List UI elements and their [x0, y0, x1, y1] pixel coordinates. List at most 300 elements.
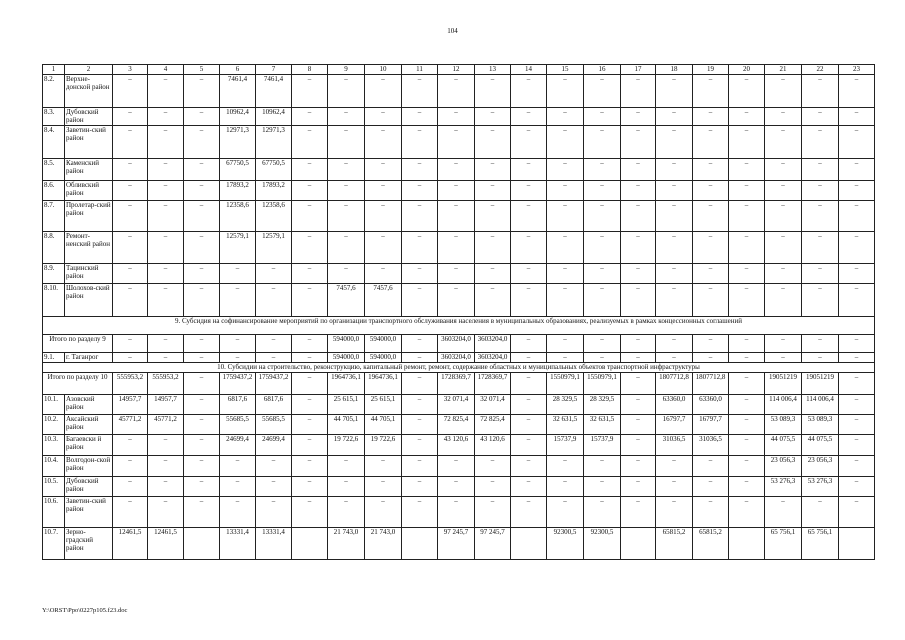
table-cell: 23 056,3	[802, 456, 839, 477]
table-row	[43, 497, 875, 528]
district-name: Заветин-ский район	[65, 497, 113, 528]
table-cell: –	[292, 108, 328, 126]
column-number: 1	[43, 65, 65, 75]
table-cell: –	[328, 456, 365, 477]
table-cell: –	[693, 75, 729, 108]
section-heading-row	[43, 363, 875, 373]
section-heading: 10. Субсидии на строительство, реконструкцию, капитальный ремонт, ремонт, содержание областных и муниципальных объектов транспортной инфраструктуры	[43, 363, 875, 373]
table-row	[43, 477, 875, 497]
table-cell: –	[621, 335, 656, 353]
table-cell: –	[148, 75, 184, 108]
table-cell: 6817,6	[256, 395, 292, 415]
table-cell: –	[729, 264, 765, 284]
table-cell: –	[113, 264, 148, 284]
column-number: 7	[256, 65, 292, 75]
district-name: Ремонт-ненский район	[65, 232, 113, 264]
table-cell: 24699,4	[256, 435, 292, 456]
table-cell: –	[765, 181, 802, 201]
table-cell: –	[113, 108, 148, 126]
table-cell: –	[113, 435, 148, 456]
table-cell: –	[729, 75, 765, 108]
table-cell: –	[693, 108, 729, 126]
table-cell: –	[148, 353, 184, 363]
table-cell: –	[729, 335, 765, 353]
page-number: 104	[447, 27, 458, 35]
column-number: 5	[184, 65, 220, 75]
table-cell: 555953,2	[148, 373, 184, 395]
table-cell: –	[729, 126, 765, 159]
table-cell: –	[292, 477, 328, 497]
table-cell: –	[402, 415, 438, 435]
table-row	[43, 181, 875, 201]
table-cell: –	[438, 75, 475, 108]
table-cell: –	[511, 159, 547, 181]
table-cell: –	[656, 159, 693, 181]
table-cell: –	[656, 477, 693, 497]
table-cell: –	[656, 335, 693, 353]
table-cell: 32 631,5	[584, 415, 621, 435]
table-cell: –	[113, 159, 148, 181]
row-number: 10.4.	[43, 456, 65, 477]
table-cell: 13331,4	[256, 528, 292, 560]
table-cell: –	[292, 201, 328, 232]
table-cell: –	[113, 75, 148, 108]
district-name: Аксайский район	[65, 415, 113, 435]
row-number: 8.2.	[43, 75, 65, 108]
table-cell: –	[511, 181, 547, 201]
table-cell: 7457,6	[365, 284, 402, 317]
table-cell: 19051219	[765, 373, 802, 395]
table-cell: –	[584, 264, 621, 284]
table-cell: 44 075,5	[802, 435, 839, 456]
table-cell: 12461,5	[113, 528, 148, 560]
table-cell: –	[292, 232, 328, 264]
table-cell: 65815,2	[693, 528, 729, 560]
table-cell: 32 071,4	[475, 395, 511, 415]
table-cell: 53 276,3	[802, 477, 839, 497]
table-cell: –	[438, 108, 475, 126]
table-cell: 63360,0	[656, 395, 693, 415]
table-cell: –	[584, 201, 621, 232]
table-cell: –	[511, 232, 547, 264]
table-cell: –	[113, 335, 148, 353]
table-cell: –	[656, 201, 693, 232]
table-cell: –	[438, 159, 475, 181]
table-cell: –	[656, 108, 693, 126]
table-row	[43, 284, 875, 317]
table-cell: 25 615,1	[365, 395, 402, 415]
table-cell: 15737,9	[584, 435, 621, 456]
table-cell: –	[402, 108, 438, 126]
table-cell: 12579,1	[220, 232, 256, 264]
table-row	[43, 353, 875, 363]
table-cell: –	[365, 108, 402, 126]
table-cell: 1550979,1	[584, 373, 621, 395]
table-cell: –	[511, 435, 547, 456]
table-cell	[292, 528, 328, 560]
table-cell: –	[292, 353, 328, 363]
table-cell: 55685,5	[256, 415, 292, 435]
table-cell: –	[621, 395, 656, 415]
table-cell: –	[693, 456, 729, 477]
table-cell: –	[729, 284, 765, 317]
table-row	[43, 264, 875, 284]
table-cell: –	[802, 264, 839, 284]
table-cell: 12971,3	[256, 126, 292, 159]
table-cell: –	[184, 373, 220, 395]
row-number: 10.1.	[43, 395, 65, 415]
table-cell: –	[402, 373, 438, 395]
table-cell: –	[621, 232, 656, 264]
table-cell: –	[220, 264, 256, 284]
table-cell: –	[292, 284, 328, 317]
column-number: 11	[402, 65, 438, 75]
table-cell: –	[656, 353, 693, 363]
table-cell: –	[365, 181, 402, 201]
table-cell: –	[256, 497, 292, 528]
table-cell: –	[220, 353, 256, 363]
table-cell: 3603204,0	[475, 353, 511, 363]
table-cell: –	[802, 75, 839, 108]
table-cell: –	[256, 284, 292, 317]
column-number: 14	[511, 65, 547, 75]
table-cell: –	[547, 264, 584, 284]
table-cell: –	[184, 201, 220, 232]
table-cell: –	[656, 75, 693, 108]
table-cell: 43 120,6	[438, 435, 475, 456]
table-cell: –	[328, 108, 365, 126]
table-cell: –	[256, 477, 292, 497]
table-cell: –	[839, 456, 875, 477]
table-cell: –	[184, 415, 220, 435]
section-total-label: Итого по разделу 9	[43, 335, 113, 353]
table-cell: –	[621, 181, 656, 201]
row-number: 10.2.	[43, 415, 65, 435]
table-cell: –	[839, 415, 875, 435]
table-cell: 114 006,4	[765, 395, 802, 415]
section-total-row	[43, 335, 875, 353]
table-cell: –	[839, 284, 875, 317]
section-total-row	[43, 373, 875, 395]
table-cell: –	[839, 201, 875, 232]
table-cell: –	[511, 335, 547, 353]
section-total-label: Итого по разделу 10	[43, 373, 113, 395]
column-number: 12	[438, 65, 475, 75]
table-cell: –	[547, 477, 584, 497]
table-cell: 97 245,7	[438, 528, 475, 560]
table-cell: –	[402, 264, 438, 284]
table-cell: 1964736,1	[365, 373, 402, 395]
table-cell: –	[511, 477, 547, 497]
district-name: Шолохов-ский район	[65, 284, 113, 317]
table-cell: –	[547, 456, 584, 477]
table-cell: –	[220, 284, 256, 317]
table-cell: –	[113, 181, 148, 201]
table-cell: 65 756,1	[765, 528, 802, 560]
table-cell: 594000,0	[328, 353, 365, 363]
table-cell: –	[547, 108, 584, 126]
table-cell: –	[693, 284, 729, 317]
table-cell: –	[693, 264, 729, 284]
table-cell: –	[184, 497, 220, 528]
table-cell: –	[148, 126, 184, 159]
table-cell: –	[511, 497, 547, 528]
table-cell: –	[765, 201, 802, 232]
table-cell: –	[693, 126, 729, 159]
table-cell: –	[220, 335, 256, 353]
table-cell: –	[729, 477, 765, 497]
table-cell: –	[292, 395, 328, 415]
table-cell: –	[839, 126, 875, 159]
table-cell: –	[402, 284, 438, 317]
table-cell: –	[184, 335, 220, 353]
column-number: 21	[765, 65, 802, 75]
table-cell: 44 705,1	[365, 415, 402, 435]
table-cell: –	[328, 159, 365, 181]
district-name: Заветин-ский район	[65, 126, 113, 159]
table-row	[43, 159, 875, 181]
section-heading-row	[43, 317, 875, 335]
district-name: Верхне-донской район	[65, 75, 113, 108]
table-cell: –	[765, 75, 802, 108]
table-cell: –	[765, 497, 802, 528]
table-cell: –	[328, 126, 365, 159]
table-cell: –	[621, 373, 656, 395]
table-cell: –	[113, 232, 148, 264]
table-cell: –	[328, 75, 365, 108]
table-cell: –	[621, 477, 656, 497]
table-cell: –	[693, 477, 729, 497]
table-cell: –	[621, 264, 656, 284]
table-cell: –	[148, 181, 184, 201]
table-row	[43, 415, 875, 435]
table-cell: –	[547, 126, 584, 159]
table-cell: 12461,5	[148, 528, 184, 560]
table-cell: –	[584, 284, 621, 317]
table-cell: –	[365, 201, 402, 232]
table-cell: –	[584, 75, 621, 108]
table-cell: –	[621, 108, 656, 126]
table-cell: –	[765, 126, 802, 159]
table-cell: –	[220, 477, 256, 497]
table-cell: –	[584, 335, 621, 353]
column-number: 8	[292, 65, 328, 75]
table-cell: 55685,5	[220, 415, 256, 435]
table-row	[43, 75, 875, 108]
table-cell: –	[729, 415, 765, 435]
table-cell: –	[693, 232, 729, 264]
table-cell: –	[256, 456, 292, 477]
table-cell: 7461,4	[220, 75, 256, 108]
table-cell: 28 329,5	[584, 395, 621, 415]
table-cell: 23 056,3	[765, 456, 802, 477]
table-cell: –	[729, 181, 765, 201]
table-cell	[184, 528, 220, 560]
row-number: 10.5.	[43, 477, 65, 497]
table-cell: –	[511, 126, 547, 159]
table-cell: –	[402, 395, 438, 415]
table-cell: –	[511, 284, 547, 317]
table-cell: 1759437,2	[256, 373, 292, 395]
district-name: Пролетар-ский район	[65, 201, 113, 232]
table-cell: 7457,6	[328, 284, 365, 317]
table-cell: –	[402, 456, 438, 477]
table-cell: –	[148, 477, 184, 497]
district-name: Тацинский район	[65, 264, 113, 284]
table-cell: 12579,1	[256, 232, 292, 264]
table-cell	[402, 528, 438, 560]
table-cell: –	[839, 353, 875, 363]
table-cell: –	[438, 264, 475, 284]
table-cell: –	[220, 497, 256, 528]
table-cell: 16797,7	[656, 415, 693, 435]
table-cell: –	[184, 477, 220, 497]
table-cell: –	[584, 126, 621, 159]
table-cell: 43 120,6	[475, 435, 511, 456]
table-cell: –	[438, 284, 475, 317]
table-cell: –	[511, 75, 547, 108]
table-cell: –	[839, 264, 875, 284]
table-cell: –	[292, 456, 328, 477]
table-cell: 7461,4	[256, 75, 292, 108]
table-cell: –	[839, 435, 875, 456]
column-number: 23	[839, 65, 875, 75]
column-number: 19	[693, 65, 729, 75]
table-cell: –	[365, 497, 402, 528]
table-cell: –	[729, 373, 765, 395]
table-cell: 17893,2	[256, 181, 292, 201]
table-cell: –	[148, 264, 184, 284]
table-cell: 92300,5	[547, 528, 584, 560]
table-cell: –	[365, 126, 402, 159]
table-cell: 63360,0	[693, 395, 729, 415]
table-cell: –	[292, 75, 328, 108]
table-cell: 114 006,4	[802, 395, 839, 415]
table-cell	[621, 528, 656, 560]
section-heading: 9. Субсидия на софинансирование мероприятий по организации транспортного обслуживания населения в муниципальных образованиях, реализуемых в рамках концессионных соглашений	[43, 317, 875, 335]
table-cell: 67750,5	[220, 159, 256, 181]
table-cell: –	[475, 201, 511, 232]
table-cell: –	[584, 497, 621, 528]
column-number: 10	[365, 65, 402, 75]
row-number: 8.6.	[43, 181, 65, 201]
table-cell: 1550979,1	[547, 373, 584, 395]
table-cell: –	[402, 497, 438, 528]
table-cell: –	[547, 284, 584, 317]
table-cell: 16797,7	[693, 415, 729, 435]
district-name: Волгодон-ской район	[65, 456, 113, 477]
table-cell: –	[148, 232, 184, 264]
document-path: Y:\ORST\Ppo\0227p105.f23.doc	[42, 607, 128, 614]
row-number: 8.7.	[43, 201, 65, 232]
table-cell: –	[656, 456, 693, 477]
table-cell: 3603204,0	[438, 353, 475, 363]
table-cell: –	[802, 335, 839, 353]
table-cell	[839, 528, 875, 560]
column-number: 13	[475, 65, 511, 75]
table-cell: –	[292, 373, 328, 395]
column-number: 16	[584, 65, 621, 75]
table-cell: –	[365, 264, 402, 284]
table-cell: 72 825,4	[475, 415, 511, 435]
table-cell: –	[113, 497, 148, 528]
table-cell: –	[113, 477, 148, 497]
table-cell: 45771,2	[148, 415, 184, 435]
table-cell: –	[184, 181, 220, 201]
table-cell: 45771,2	[113, 415, 148, 435]
table-cell: –	[184, 395, 220, 415]
table-cell: –	[511, 456, 547, 477]
district-name: Обливский район	[65, 181, 113, 201]
table-row	[43, 201, 875, 232]
row-number: 10.6.	[43, 497, 65, 528]
table-cell: –	[802, 108, 839, 126]
table-cell: –	[547, 159, 584, 181]
column-number: 18	[656, 65, 693, 75]
table-cell: –	[547, 181, 584, 201]
table-cell: –	[839, 373, 875, 395]
table-cell: –	[475, 159, 511, 181]
table-cell: –	[402, 201, 438, 232]
table-cell: 12358,6	[220, 201, 256, 232]
table-cell: –	[547, 353, 584, 363]
table-cell: –	[475, 456, 511, 477]
table-cell: –	[693, 159, 729, 181]
column-number: 22	[802, 65, 839, 75]
table-cell: 15737,9	[547, 435, 584, 456]
table-cell: 1728369,7	[475, 373, 511, 395]
table-cell: –	[184, 284, 220, 317]
table-cell: –	[365, 456, 402, 477]
table-cell: –	[365, 159, 402, 181]
row-number: 8.8.	[43, 232, 65, 264]
table-cell: 6817,6	[220, 395, 256, 415]
table-cell: –	[438, 232, 475, 264]
table-cell: –	[693, 201, 729, 232]
table-cell: 19 722,6	[365, 435, 402, 456]
row-number: 10.3.	[43, 435, 65, 456]
table-cell: –	[402, 477, 438, 497]
table-cell: 65815,2	[656, 528, 693, 560]
table-cell: –	[475, 232, 511, 264]
table-cell: 14957,7	[113, 395, 148, 415]
table-cell: –	[438, 201, 475, 232]
table-cell: –	[802, 181, 839, 201]
table-cell: –	[328, 264, 365, 284]
table-cell: 594000,0	[365, 353, 402, 363]
table-cell: –	[148, 159, 184, 181]
table-cell: –	[839, 159, 875, 181]
table-cell: 21 743,0	[328, 528, 365, 560]
table-cell: –	[802, 159, 839, 181]
table-cell: –	[584, 108, 621, 126]
table-cell: 3603204,0	[438, 335, 475, 353]
table-cell: –	[328, 497, 365, 528]
table-cell: 1759437,2	[220, 373, 256, 395]
row-number: 8.4.	[43, 126, 65, 159]
table-cell: –	[148, 284, 184, 317]
column-number: 4	[148, 65, 184, 75]
table-row	[43, 435, 875, 456]
table-cell: –	[839, 335, 875, 353]
table-cell: –	[184, 232, 220, 264]
table-cell: –	[511, 108, 547, 126]
table-cell: –	[839, 477, 875, 497]
table-cell: 555953,2	[113, 373, 148, 395]
table-cell: –	[402, 75, 438, 108]
table-cell: 92300,5	[584, 528, 621, 560]
table-cell: 13331,4	[220, 528, 256, 560]
